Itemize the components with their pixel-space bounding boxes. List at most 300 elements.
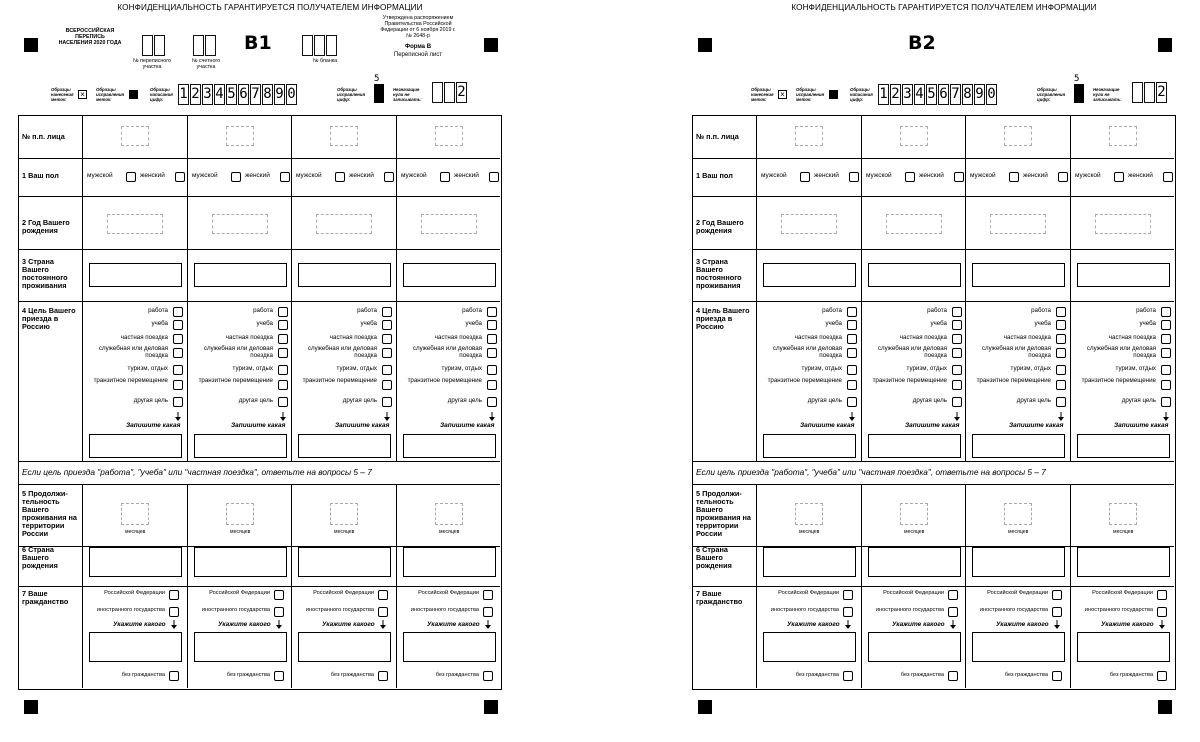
duration-months-field[interactable] <box>795 503 823 525</box>
citizenship-rf-checkbox[interactable] <box>274 590 284 600</box>
birth-country-input[interactable] <box>89 547 182 577</box>
citizenship-rf-checkbox[interactable] <box>948 590 958 600</box>
purpose-option-label: туризм, отдых <box>1010 365 1051 372</box>
purpose-option-checkbox[interactable] <box>1161 307 1171 317</box>
residence-country-input[interactable] <box>972 263 1065 287</box>
birth-year-field[interactable] <box>990 214 1046 234</box>
row-divider <box>19 484 500 485</box>
specify-which-label: Укажите какого <box>1101 621 1154 628</box>
person-number-field[interactable] <box>1109 126 1137 146</box>
q2-birth-year: 2 Год Вашего рождения <box>22 218 70 235</box>
citizenship-rf-label: Российской Федерации <box>778 590 839 596</box>
q7-citizenship: 7 Ваше гражданство <box>696 589 743 606</box>
purpose-option-checkbox[interactable] <box>952 348 962 358</box>
person-number-field[interactable] <box>226 126 254 146</box>
foreign-country-input[interactable] <box>763 632 856 662</box>
purpose-option-checkbox[interactable] <box>1161 334 1171 344</box>
purpose-option-checkbox[interactable] <box>952 380 962 390</box>
purpose-option-checkbox[interactable] <box>1056 348 1066 358</box>
q4-purpose: 4 Цель Вашего приезда в Россию <box>22 306 76 331</box>
specify-which-label: Укажите какого <box>427 621 480 628</box>
sample-digit: 1 <box>878 84 889 105</box>
purpose-option-checkbox[interactable] <box>487 397 497 407</box>
column-divider <box>82 116 83 461</box>
citizenship-rf-checkbox[interactable] <box>378 590 388 600</box>
purpose-option-checkbox[interactable] <box>847 307 857 317</box>
purpose-option-checkbox[interactable] <box>847 334 857 344</box>
months-label: месяцев <box>904 529 925 535</box>
purpose-option-label: работа <box>253 307 273 314</box>
duration-months-field[interactable] <box>330 503 358 525</box>
purpose-option-checkbox[interactable] <box>382 380 392 390</box>
purpose-option-checkbox[interactable] <box>173 348 183 358</box>
purpose-option-label: служебная или деловая поездка <box>412 345 482 359</box>
approval-note: Утверждена распоряжением Правительства Российской Федерации от 6 ноября 2019 г. № 2648-р <box>380 15 456 39</box>
form-name: Форма В <box>404 44 432 50</box>
registration-mark <box>484 700 498 714</box>
other-purpose-input[interactable] <box>972 434 1065 458</box>
stateless-checkbox[interactable] <box>169 671 179 681</box>
purpose-option-label: транзитное перемещение <box>407 377 482 384</box>
birth-year-field[interactable] <box>781 214 837 234</box>
registration-mark <box>698 700 712 714</box>
sample-digit: 0 <box>986 84 997 105</box>
registration-mark <box>484 38 498 52</box>
purpose-option-checkbox[interactable] <box>847 397 857 407</box>
arrow-down-icon <box>950 620 956 631</box>
row-divider <box>693 301 1174 302</box>
foreign-country-input[interactable] <box>403 632 496 662</box>
purpose-option-checkbox[interactable] <box>382 334 392 344</box>
registration-mark <box>698 38 712 52</box>
arrow-down-icon <box>845 620 851 631</box>
purpose-option-label: учеба <box>360 320 377 327</box>
row-divider <box>693 249 1174 250</box>
residence-country-input[interactable] <box>298 263 391 287</box>
purpose-option-label: учеба <box>1034 320 1051 327</box>
birth-year-field[interactable] <box>1095 214 1151 234</box>
zero-example-digit: 2 <box>456 82 467 103</box>
birth-country-input[interactable] <box>1077 547 1170 577</box>
purpose-option-label: другая цель <box>1121 397 1156 404</box>
row-divider <box>19 461 500 462</box>
purpose-option-checkbox[interactable] <box>1161 397 1171 407</box>
stateless-checkbox[interactable] <box>843 671 853 681</box>
purpose-option-label: туризм, отдых <box>1115 365 1156 372</box>
sex-female-checkbox[interactable] <box>280 172 290 182</box>
purpose-option-label: служебная или деловая поездка <box>1086 345 1156 359</box>
citizenship-rf-checkbox[interactable] <box>1157 590 1167 600</box>
months-label: месяцев <box>1008 529 1029 535</box>
purpose-option-label: учеба <box>256 320 273 327</box>
sex-female-label: женский <box>245 172 270 179</box>
person-number-field[interactable] <box>121 126 149 146</box>
purpose-option-checkbox[interactable] <box>1056 307 1066 317</box>
sex-male-checkbox[interactable] <box>1009 172 1019 182</box>
purpose-option-checkbox[interactable] <box>1056 334 1066 344</box>
write-which-label: Запишите какая <box>126 422 181 429</box>
residence-country-input[interactable] <box>868 263 961 287</box>
person-number-field[interactable] <box>330 126 358 146</box>
form-number-label: № бланка <box>312 58 338 64</box>
sample-mark-box: × <box>78 90 87 99</box>
purpose-option-checkbox[interactable] <box>952 320 962 330</box>
sex-male-checkbox[interactable] <box>231 172 241 182</box>
purpose-option-label: работа <box>357 307 377 314</box>
months-label: месяцев <box>334 529 355 535</box>
q7-citizenship: 7 Ваше гражданство <box>22 589 69 606</box>
sex-female-checkbox[interactable] <box>489 172 499 182</box>
sex-female-checkbox[interactable] <box>384 172 394 182</box>
person-number-field[interactable] <box>795 126 823 146</box>
other-purpose-input[interactable] <box>1077 434 1170 458</box>
birth-year-field[interactable] <box>886 214 942 234</box>
purpose-option-checkbox[interactable] <box>382 365 392 375</box>
purpose-option-checkbox[interactable] <box>173 320 183 330</box>
registration-mark <box>24 700 38 714</box>
birth-year-field[interactable] <box>421 214 477 234</box>
purpose-option-checkbox[interactable] <box>952 397 962 407</box>
purpose-option-checkbox[interactable] <box>487 365 497 375</box>
birth-country-input[interactable] <box>298 547 391 577</box>
stateless-checkbox[interactable] <box>483 671 493 681</box>
district-number-boxes[interactable] <box>142 35 166 56</box>
sex-female-checkbox[interactable] <box>849 172 859 182</box>
birth-country-input[interactable] <box>763 547 856 577</box>
q1-sex: 1 Ваш пол <box>22 171 59 180</box>
purpose-option-checkbox[interactable] <box>487 348 497 358</box>
purpose-option-label: частная поездка <box>225 334 273 341</box>
citizenship-foreign-checkbox[interactable] <box>274 607 284 617</box>
stateless-checkbox[interactable] <box>948 671 958 681</box>
residence-country-input[interactable] <box>194 263 287 287</box>
stateless-label: без гражданства <box>121 672 165 678</box>
purpose-option-label: другая цель <box>447 397 482 404</box>
other-purpose-input[interactable] <box>403 434 496 458</box>
registration-mark <box>1158 700 1172 714</box>
citizenship-foreign-label: иностранного государства <box>305 607 374 613</box>
sample-mark-label: Образцы нанесения меток: <box>51 87 74 102</box>
foreign-country-input[interactable] <box>298 632 391 662</box>
purpose-option-label: работа <box>1136 307 1156 314</box>
sex-female-label: женский <box>814 172 839 179</box>
birth-country-input[interactable] <box>972 547 1065 577</box>
person-number-field[interactable] <box>1004 126 1032 146</box>
purpose-option-checkbox[interactable] <box>278 307 288 317</box>
residence-country-input[interactable] <box>89 263 182 287</box>
sample-mark-box: × <box>778 90 787 99</box>
column-divider <box>1070 484 1071 688</box>
citizenship-foreign-checkbox[interactable] <box>1052 607 1062 617</box>
person-number-field[interactable] <box>900 126 928 146</box>
sample-digit: 7 <box>250 84 261 105</box>
purpose-option-checkbox[interactable] <box>278 348 288 358</box>
purpose-option-label: учеба <box>825 320 842 327</box>
sex-male-label: мужской <box>192 172 218 179</box>
purpose-option-checkbox[interactable] <box>278 380 288 390</box>
purpose-option-checkbox[interactable] <box>173 365 183 375</box>
column-divider <box>965 484 966 688</box>
residence-country-input[interactable] <box>763 263 856 287</box>
purpose-option-checkbox[interactable] <box>1161 365 1171 375</box>
citizenship-rf-label: Российской Федерации <box>1092 590 1153 596</box>
duration-months-field[interactable] <box>1109 503 1137 525</box>
other-purpose-input[interactable] <box>868 434 961 458</box>
purpose-option-checkbox[interactable] <box>487 307 497 317</box>
digit-fix-box <box>1074 84 1084 103</box>
digit-fix-value: 5 <box>374 74 380 84</box>
write-which-label: Запишите какая <box>800 422 855 429</box>
purpose-option-label: служебная или деловая поездка <box>772 345 842 359</box>
sex-male-checkbox[interactable] <box>440 172 450 182</box>
zeros-label: Незначащие нули не записывать: <box>1093 87 1122 102</box>
column-divider <box>291 116 292 461</box>
sex-male-label: мужской <box>296 172 322 179</box>
column-divider <box>965 116 966 461</box>
form-subtitle: Переписной лист <box>393 52 443 58</box>
purpose-option-checkbox[interactable] <box>173 307 183 317</box>
sample-fix-label: Образцы исправления меток: <box>796 87 825 102</box>
purpose-option-checkbox[interactable] <box>847 365 857 375</box>
purpose-option-checkbox[interactable] <box>487 334 497 344</box>
duration-months-field[interactable] <box>121 503 149 525</box>
purpose-option-label: частная поездка <box>899 334 947 341</box>
sex-male-checkbox[interactable] <box>905 172 915 182</box>
purpose-option-checkbox[interactable] <box>1161 320 1171 330</box>
purpose-option-checkbox[interactable] <box>382 348 392 358</box>
q6-birth-country: 6 Страна Вашего рождения <box>22 545 58 570</box>
stateless-checkbox[interactable] <box>1157 671 1167 681</box>
arrow-down-icon <box>171 620 177 631</box>
sex-male-checkbox[interactable] <box>335 172 345 182</box>
purpose-option-label: транзитное перемещение <box>198 377 273 384</box>
sample-digit: 0 <box>286 84 297 105</box>
sex-female-label: женский <box>140 172 165 179</box>
residence-country-input[interactable] <box>403 263 496 287</box>
census-title: ВСЕРОССИЙСКАЯ ПЕРЕПИСЬ НАСЕЛЕНИЯ 2020 ГОДА <box>58 28 122 46</box>
column-divider <box>82 484 83 688</box>
duration-months-field[interactable] <box>226 503 254 525</box>
zero-example <box>432 82 468 103</box>
q3-residence-country: 3 Страна Вашего постоянного проживания <box>696 257 742 290</box>
row-divider <box>693 586 1174 587</box>
purpose-option-label: туризм, отдых <box>801 365 842 372</box>
stateless-checkbox[interactable] <box>1052 671 1062 681</box>
sample-digits <box>878 84 998 105</box>
citizenship-foreign-checkbox[interactable] <box>169 607 179 617</box>
sex-male-checkbox[interactable] <box>126 172 136 182</box>
purpose-option-label: частная поездка <box>1108 334 1156 341</box>
sample-digit: 2 <box>890 84 901 105</box>
form-id: B2 <box>908 32 936 54</box>
sex-female-checkbox[interactable] <box>175 172 185 182</box>
sex-female-checkbox[interactable] <box>1163 172 1173 182</box>
purpose-option-checkbox[interactable] <box>1161 380 1171 390</box>
arrow-down-icon <box>1159 620 1165 631</box>
stateless-checkbox[interactable] <box>274 671 284 681</box>
sex-female-label: женский <box>1023 172 1048 179</box>
q1-sex: 1 Ваш пол <box>696 171 733 180</box>
person-number-field[interactable] <box>435 126 463 146</box>
citizenship-rf-checkbox[interactable] <box>1052 590 1062 600</box>
purpose-option-checkbox[interactable] <box>278 397 288 407</box>
purpose-option-label: частная поездка <box>794 334 842 341</box>
purpose-option-checkbox[interactable] <box>278 334 288 344</box>
purpose-option-checkbox[interactable] <box>173 334 183 344</box>
citizenship-rf-checkbox[interactable] <box>483 590 493 600</box>
sex-male-checkbox[interactable] <box>800 172 810 182</box>
purpose-option-label: транзитное перемещение <box>302 377 377 384</box>
purpose-option-checkbox[interactable] <box>847 320 857 330</box>
residence-country-input[interactable] <box>1077 263 1170 287</box>
sex-male-label: мужской <box>87 172 113 179</box>
write-which-label: Запишите какая <box>440 422 495 429</box>
purpose-option-checkbox[interactable] <box>487 380 497 390</box>
purpose-option-checkbox[interactable] <box>173 380 183 390</box>
purpose-option-label: учеба <box>930 320 947 327</box>
row-divider <box>19 158 500 159</box>
purpose-option-label: транзитное перемещение <box>1081 377 1156 384</box>
duration-months-field[interactable] <box>1004 503 1032 525</box>
months-label: месяцев <box>1113 529 1134 535</box>
digit-fix-value: 5 <box>1074 74 1080 84</box>
purpose-option-label: транзитное перемещение <box>872 377 947 384</box>
months-label: месяцев <box>125 529 146 535</box>
purpose-option-checkbox[interactable] <box>952 334 962 344</box>
citizenship-foreign-checkbox[interactable] <box>483 607 493 617</box>
q5-duration: 5 Продолжи-тельность Вашего проживания на территории России <box>696 489 751 538</box>
citizenship-foreign-checkbox[interactable] <box>843 607 853 617</box>
column-divider <box>756 116 757 461</box>
row-divider <box>19 301 500 302</box>
purpose-option-label: другая цель <box>133 397 168 404</box>
confidentiality-notice: КОНФИДЕНЦИАЛЬНОСТЬ ГАРАНТИРУЕТСЯ ПОЛУЧАТЕЛЕМ ИНФОРМАЦИИ <box>117 3 423 12</box>
q-person-number: № п.п. лица <box>22 132 65 141</box>
birth-year-field[interactable] <box>107 214 163 234</box>
q-person-number: № п.п. лица <box>696 132 739 141</box>
purpose-option-label: туризм, отдых <box>906 365 947 372</box>
sex-female-checkbox[interactable] <box>954 172 964 182</box>
birth-country-input[interactable] <box>194 547 287 577</box>
q4-purpose: 4 Цель Вашего приезда в Россию <box>696 306 750 331</box>
purpose-option-checkbox[interactable] <box>952 307 962 317</box>
sample-digit: 9 <box>974 84 985 105</box>
arrow-down-icon <box>276 620 282 631</box>
citizenship-foreign-label: иностранного государства <box>1084 607 1153 613</box>
citizenship-foreign-checkbox[interactable] <box>378 607 388 617</box>
purpose-option-label: туризм, отдых <box>127 365 168 372</box>
sample-digits <box>178 84 298 105</box>
citizenship-rf-checkbox[interactable] <box>169 590 179 600</box>
birth-year-field[interactable] <box>316 214 372 234</box>
sample-digit: 1 <box>178 84 189 105</box>
stateless-checkbox[interactable] <box>378 671 388 681</box>
duration-months-field[interactable] <box>435 503 463 525</box>
sample-digit: 7 <box>950 84 961 105</box>
arrow-down-icon <box>1054 620 1060 631</box>
purpose-option-checkbox[interactable] <box>1056 397 1066 407</box>
duration-months-field[interactable] <box>900 503 928 525</box>
purpose-option-label: туризм, отдых <box>232 365 273 372</box>
purpose-option-checkbox[interactable] <box>1161 348 1171 358</box>
digit-fix-box <box>374 84 384 103</box>
purpose-option-checkbox[interactable] <box>847 348 857 358</box>
other-purpose-input[interactable] <box>763 434 856 458</box>
specify-which-label: Укажите какого <box>892 621 945 628</box>
sample-digit: 8 <box>262 84 273 105</box>
sample-digit-fix-label: Образцы исправления цифр: <box>1037 87 1066 102</box>
foreign-country-input[interactable] <box>1077 632 1170 662</box>
sex-female-checkbox[interactable] <box>1058 172 1068 182</box>
sex-female-label: женский <box>454 172 479 179</box>
months-label: месяцев <box>230 529 251 535</box>
foreign-country-input[interactable] <box>89 632 182 662</box>
stateless-label: без гражданства <box>900 672 944 678</box>
purpose-option-checkbox[interactable] <box>278 365 288 375</box>
purpose-option-checkbox[interactable] <box>173 397 183 407</box>
birth-country-input[interactable] <box>868 547 961 577</box>
purpose-option-checkbox[interactable] <box>382 307 392 317</box>
citizenship-rf-checkbox[interactable] <box>843 590 853 600</box>
sample-digit: 2 <box>190 84 201 105</box>
sex-male-label: мужской <box>761 172 787 179</box>
foreign-country-input[interactable] <box>194 632 287 662</box>
purpose-option-checkbox[interactable] <box>952 365 962 375</box>
counting-number-boxes[interactable] <box>193 35 217 56</box>
specify-which-label: Укажите какого <box>996 621 1049 628</box>
sex-female-label: женский <box>349 172 374 179</box>
row-divider <box>19 196 500 197</box>
purpose-option-label: учеба <box>465 320 482 327</box>
purpose-option-checkbox[interactable] <box>1056 365 1066 375</box>
write-which-label: Запишите какая <box>335 422 390 429</box>
birth-country-input[interactable] <box>403 547 496 577</box>
purpose-option-checkbox[interactable] <box>847 380 857 390</box>
other-purpose-input[interactable] <box>298 434 391 458</box>
stateless-label: без гражданства <box>1109 672 1153 678</box>
sample-digit: 6 <box>238 84 249 105</box>
purpose-option-checkbox[interactable] <box>487 320 497 330</box>
purpose-option-checkbox[interactable] <box>1056 380 1066 390</box>
foreign-country-input[interactable] <box>868 632 961 662</box>
other-purpose-input[interactable] <box>89 434 182 458</box>
purpose-option-label: служебная или деловая поездка <box>981 345 1051 359</box>
purpose-option-checkbox[interactable] <box>382 320 392 330</box>
purpose-option-checkbox[interactable] <box>1056 320 1066 330</box>
form-number-boxes[interactable] <box>302 35 338 56</box>
row-divider <box>19 586 500 587</box>
birth-year-field[interactable] <box>212 214 268 234</box>
person-table <box>18 115 502 690</box>
citizenship-foreign-checkbox[interactable] <box>948 607 958 617</box>
census-form-page <box>12 0 528 742</box>
other-purpose-input[interactable] <box>194 434 287 458</box>
stateless-label: без гражданства <box>435 672 479 678</box>
months-label: месяцев <box>799 529 820 535</box>
confidentiality-notice: КОНФИДЕНЦИАЛЬНОСТЬ ГАРАНТИРУЕТСЯ ПОЛУЧАТЕЛЕМ ИНФОРМАЦИИ <box>791 3 1097 12</box>
purpose-option-checkbox[interactable] <box>278 320 288 330</box>
sample-fix-box <box>829 90 838 99</box>
citizenship-foreign-checkbox[interactable] <box>1157 607 1167 617</box>
sex-male-checkbox[interactable] <box>1114 172 1124 182</box>
stateless-label: без гражданства <box>226 672 270 678</box>
sample-digit: 3 <box>902 84 913 105</box>
column-divider <box>861 116 862 461</box>
citizenship-rf-label: Российской Федерации <box>313 590 374 596</box>
purpose-option-checkbox[interactable] <box>382 397 392 407</box>
purpose-option-label: транзитное перемещение <box>93 377 168 384</box>
foreign-country-input[interactable] <box>972 632 1065 662</box>
